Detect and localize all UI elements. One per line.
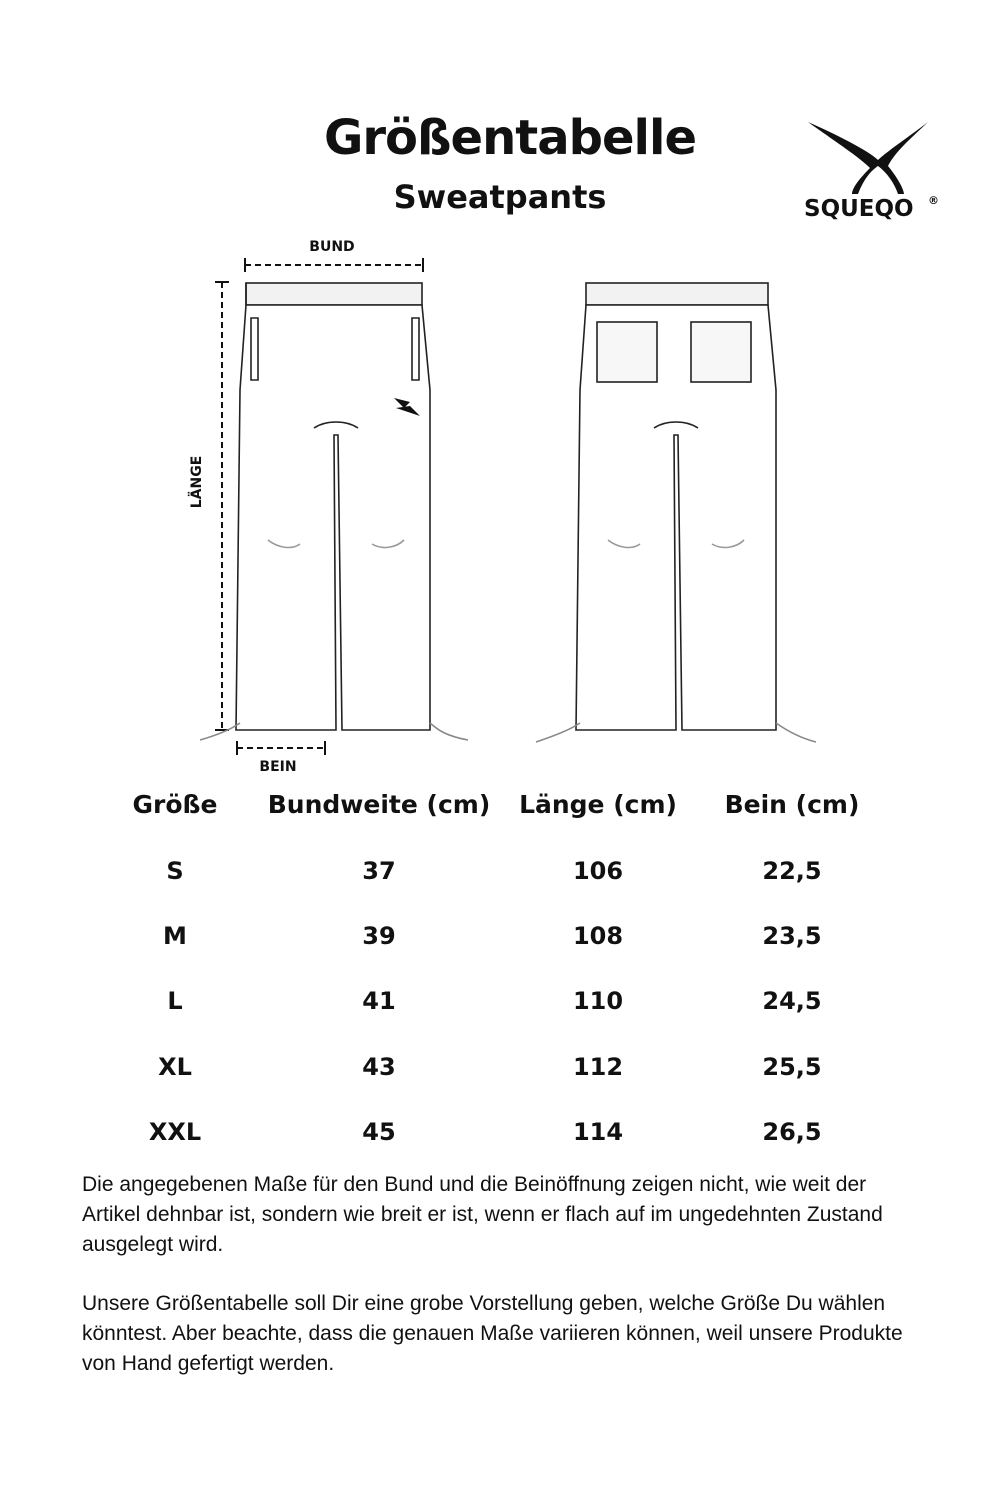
table-cell: 43 bbox=[362, 1053, 396, 1081]
table-row bbox=[0, 1118, 1000, 1158]
sweatpants-diagram bbox=[0, 230, 1000, 790]
header-cell: Bein (cm) bbox=[724, 790, 860, 819]
table-row bbox=[0, 922, 1000, 962]
bund-label: BUND bbox=[309, 239, 355, 255]
laenge-label: LÄNGE bbox=[189, 455, 205, 509]
table-cell: 25,5 bbox=[762, 1053, 822, 1081]
table-cell: 108 bbox=[572, 922, 624, 950]
table-cell: 114 bbox=[572, 1118, 624, 1146]
table-cell: 37 bbox=[362, 857, 396, 885]
note-paragraph: Die angegebenen Maße für den Bund und die Beinöffnung zeigen nicht, wie weit der Artikel dehnbar ist, sondern wie breit er ist, wenn er flach auf im ungedehnten Zustand ausgelegt wird. bbox=[82, 1173, 883, 1256]
table-cell: 41 bbox=[362, 987, 396, 1015]
bein-label: BEIN bbox=[259, 759, 297, 775]
note-paragraph: Unsere Größentabelle soll Dir eine grobe Vorstellung geben, welche Größe Du wählen könntest. Aber beachte, dass die genauen Maße variieren können, weil unsere Produkte von Hand gefertigt werden. bbox=[82, 1292, 903, 1375]
table-cell: XL bbox=[158, 1053, 192, 1081]
bein-measure bbox=[237, 741, 325, 755]
table-row bbox=[0, 987, 1000, 1027]
laenge-measure bbox=[215, 282, 229, 730]
table-cell: 22,5 bbox=[762, 857, 822, 885]
table-row bbox=[0, 1053, 1000, 1093]
table-cell: L bbox=[167, 987, 183, 1015]
header-cell: Größe bbox=[132, 790, 218, 819]
table-cell: 26,5 bbox=[762, 1118, 822, 1146]
table-cell: 112 bbox=[572, 1053, 624, 1081]
pants-back-view bbox=[536, 283, 816, 742]
table-cell: M bbox=[163, 922, 187, 950]
table-header-row bbox=[0, 790, 1000, 830]
table-row bbox=[0, 857, 1000, 897]
notes-section bbox=[82, 1170, 912, 1408]
page-subtitle: Sweatpants bbox=[393, 178, 607, 216]
table-cell: 45 bbox=[362, 1118, 396, 1146]
brand-name: SQUEQO bbox=[804, 196, 914, 222]
table-cell: 23,5 bbox=[762, 922, 822, 950]
table-cell: 106 bbox=[572, 857, 624, 885]
table-cell: XXL bbox=[148, 1118, 202, 1146]
header-cell: Bundweite (cm) bbox=[267, 790, 491, 819]
table-cell: 39 bbox=[362, 922, 396, 950]
table-cell: S bbox=[166, 857, 184, 885]
bund-measure bbox=[245, 258, 423, 272]
pants-front-view bbox=[200, 283, 468, 740]
header-cell: Länge (cm) bbox=[519, 790, 677, 819]
page-title: Größentabelle bbox=[323, 110, 696, 166]
table-cell: 24,5 bbox=[762, 987, 822, 1015]
table-cell: 110 bbox=[572, 987, 624, 1015]
registered-mark: ® bbox=[928, 194, 939, 207]
